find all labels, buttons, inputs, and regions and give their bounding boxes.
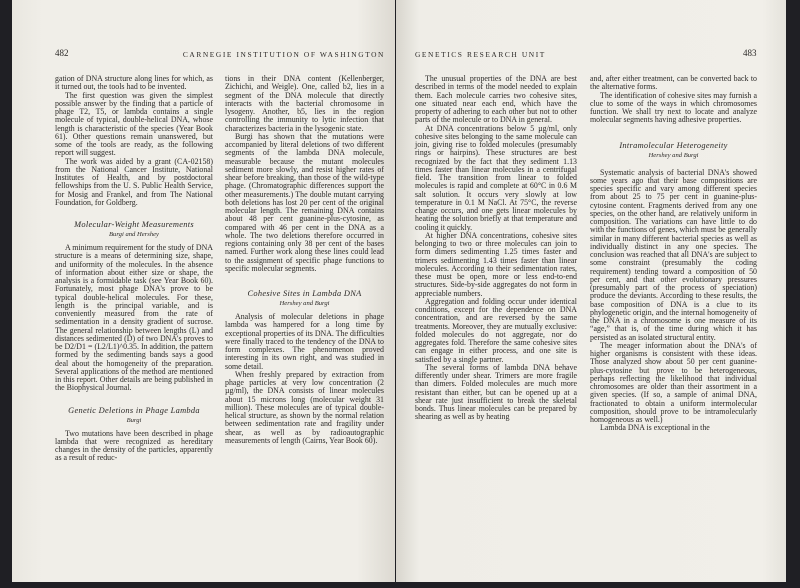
paragraph: Two mutations have been described in phage lambda that were recognized as hereditary changes in the density of the particles, apparently as a result of reduc- (55, 428, 213, 463)
paragraph: A minimum requirement for the study of DNA structure is a means of determining size, shape, and uniformity of the molecules. In the absence of information about either size or shape, the analysis is a formidable task (see Year Book 60). Fortunately, most phage DNA's prove to be typical double-helical molecules. For these, length is the principal variable, and is conveniently measured from the rate of sedimentation in a density gradient of sucrose. The general relationship between lengths (L) and distances sedimented (D) of two DNA's proves to be D2/D1 = (L2/L1)^0.35. In addition, the pattern formed by the sedimenting bands says a good deal about the homogeneity of the preparation. Several applications of the method are mentioned in this report. Other details are being published in the Biophysical Journal. (55, 243, 213, 393)
paragraph: Aggregation and folding occur under identical conditions, except for the dependence on DNA concentration, and are reversed by the same treatments. Moreover, they are mutually exclusive: folded molecules do not aggregate, nor do aggregates fold. Therefore the same cohesive sites can engage in either process, and one site is satisfied by a single partner. (415, 296, 577, 364)
section-authors: Hershey and Burgi (648, 151, 699, 159)
paragraph: Burgi has shown that the mutations were accompanied by literal deletions of two different segments of the lambda DNA molecule, measurable because the mutant molecules sediment more slowly, and resist higher rates of shear before breaking, than those of the wild-type phage. (Chromatographic differences support the other measurements.) The double mutant carrying both deletions has lost 20 per cent of the original molecular length. The remaining DNA contains about 48 per cent guanine-plus-cytosine, as compared with 46 per cent in the DNA as a whole. The two deletions therefore occurred in regions containing only 38 per cent of the bases named. Further work along these lines could lead to the assignment of specific phage functions to specific molecular segments. (225, 131, 384, 273)
page-number: 482 (55, 48, 69, 58)
right-page (396, 0, 786, 582)
paragraph: The first question was given the simplest possible answer by the finding that a particle of phage T2, T5, or lambda contains a single molecule of typical, double-helical DNA, whose length is characteristic of the species (Year Book 61). Other questions remain unanswered, but some of the tools are ready, as the following report will suggest. (55, 90, 213, 158)
running-head: CARNEGIE INSTITUTION OF WASHINGTON (182, 50, 385, 59)
paragraph: Analysis of molecular deletions in phage lambda was hampered for a long time by exceptional properties of its DNA. The difficulties were finally traced to the tendency of the DNA to form complexes. The phenomenon proved interesting in its own right, and was studied in some detail. (225, 312, 385, 371)
left-page (12, 0, 395, 582)
section-heading: Intramolecular Heterogeneity (619, 140, 728, 150)
paragraph: and, after either treatment, can be converted back to the alternative forms. (590, 74, 757, 92)
paragraph: The meager information about the DNA's of higher organisms is consistent with these ideas. Those analyzed show about 50 per cent guanine-plus-cytosine but prove to be heterogeneous, perhaps reflecting the likelihood that individual chromosomes are older than their assortment in a given species. (If so, a sample of animal DNA, fractionated to obtain a uniform intermolecular composition, should prove to be intramolecularly homogeneous as well.) (590, 340, 757, 424)
paragraph: The work was aided by a grant (CA-02158) from the National Cancer Institute, National Institutes of Health, and by postdoctoral fellowships from the U. S. Public Health Service, for Mosig and Frankel, and from The National Foundation, for Goldberg. (55, 156, 213, 207)
page-number: 483 (743, 48, 757, 58)
paragraph: At DNA concentrations below 5 µg/ml, only cohesive sites belonging to the same molecule can join, giving rise to folded molecules (presumably rings or hairpins). These structures are best recognized by the fact that they sediment 1.13 times faster than linear molecules in a centrifugal field. The transition from linear to folded molecules is rapid and complete at 60°C in 0.6 M salt solution. It occurs very slowly at low temperature in 0.1 M NaCl. At 75°C, the reverse change occurs, and one gets linear molecules by heating the solution briefly at that temperature and cooling it quickly. (415, 123, 577, 232)
left-column-2 (225, 75, 384, 445)
paragraph: Systematic analysis of bacterial DNA's showed some years ago that their base compositions are species specific and vary among different species from about 25 to 75 per cent in guanine-plus-cytosine content. Fragments derived from any one species, on the other hand, are relatively uniform in composition. The variations can have little to do with the functions of genes, which must be generally similar in many different bacterial species as well as individually distinct in any one species. The conclusion was reached that all DNA's are subject to some constraint (presumably the coding requirement) tending toward a composition of 50 per cent, and that other evolutionary pressures (presumably part of the process of speciation) produce the deviants. According to these results, the base composition of DNA is a clue to its phylogenetic origin, and the internal homogeneity of the DNA in a chromosome is one measure of its “age,” that is, of the time during which it has persisted as an isolated structural entity. (590, 167, 757, 342)
running-head: GENETICS RESEARCH UNIT (415, 50, 546, 59)
paragraph: When freshly prepared by extraction from phage particles at very low concentration (2 µg/ml), the DNA consists of linear molecules about 15 microns long (molecular weight 31 million). These molecules are of typical double-helical structure, as shown by the normal relation between sedimentation rate and fragility under shear, as well as by radioautographic measurements of length (Cairns, Year Book 60). (225, 369, 384, 445)
section-authors: Burgi (126, 416, 142, 424)
right-column-2 (590, 75, 757, 433)
paragraph: The several forms of lambda DNA behave differently under shear. Trimers are more fragile than dimers. Folded molecules are much more resistant than either, but can be opened up at a shear rate just insufficient to break the skeletal bonds. Thus linear molecules can be prepared by shearing as well as by heating (415, 362, 577, 422)
section-heading: Molecular-Weight Measurements (74, 220, 194, 229)
section-authors: Hershey and Burgi (279, 300, 330, 307)
section-heading: Cohesive Sites in Lambda DNA (247, 289, 362, 298)
paragraph: At higher DNA concentrations, cohesive sites belonging to two or three molecules can join to form dimers sedimenting 1.25 times faster and trimers sedimenting 1.43 times faster than linear molecules. According to their sedimentation rates, these must be open, more or less end-to-end structures. Side-by-side aggregates do not form in appreciable numbers. (415, 230, 577, 298)
section-heading: Genetic Deletions in Phage Lambda (68, 405, 200, 415)
left-column-1 (55, 75, 213, 463)
paragraph: gation of DNA structure along lines for which, as it turned out, the tools had to be invented. (55, 74, 213, 92)
paragraph: tions in their DNA content (Kellenberger, Zichichi, and Weigle). One, called b2, lies in a segment of the DNA molecule that directly interacts with the bacterial chromosome in lysogeny. Another, b5, lies in the region controlling the immunity to lytic infection that characterizes bacteria in the lysogenic state. (225, 74, 384, 133)
right-column-1 (415, 75, 577, 422)
paragraph: The identification of cohesive sites may furnish a clue to some of the ways in which chromosomes function. We shall try next to locate and analyze molecular segments having adhesive properties. (590, 90, 757, 125)
section-authors: Burgi and Hershey (109, 231, 159, 238)
paragraph: Lambda DNA is exceptional in the (600, 423, 710, 433)
paragraph: The unusual properties of the DNA are best described in terms of the model needed to explain them. Each molecule carries two cohesive sites, one situated near each end, which have the property of adhering to each other but not to other parts of the molecule or to DNA in general. (415, 74, 577, 125)
